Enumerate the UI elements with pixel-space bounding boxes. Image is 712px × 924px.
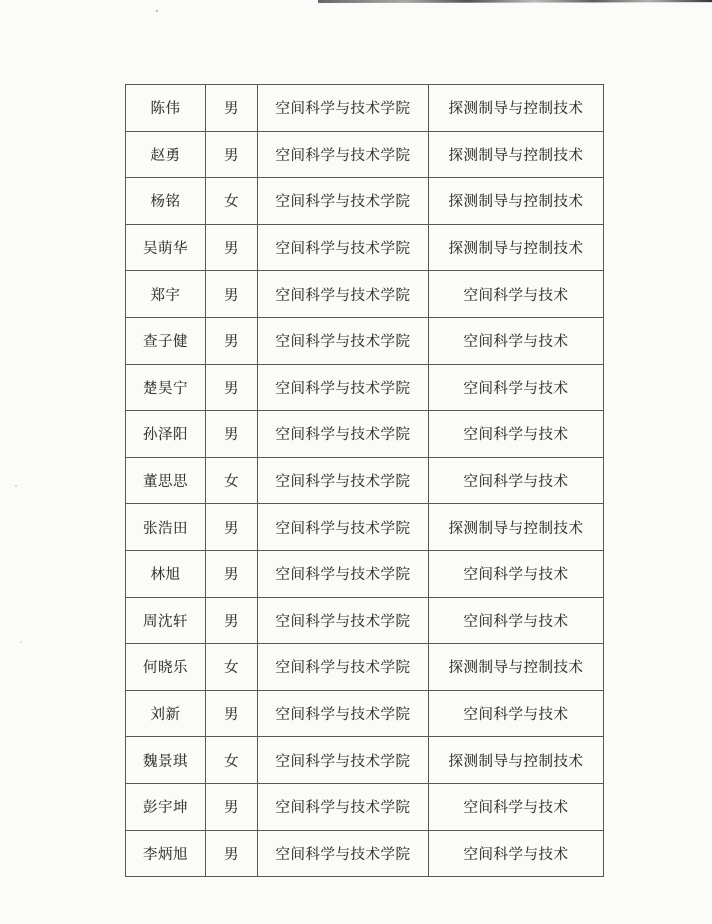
major-cell: 探测制导与控制技术 bbox=[429, 504, 604, 551]
major-cell: 空间科学与技术 bbox=[429, 690, 604, 737]
major-cell: 探测制导与控制技术 bbox=[429, 85, 604, 132]
gender-cell: 男 bbox=[206, 690, 258, 737]
gender-cell: 男 bbox=[206, 317, 258, 364]
table-row bbox=[126, 550, 604, 597]
college-cell: 空间科学与技术学院 bbox=[258, 504, 429, 551]
table-row bbox=[126, 317, 604, 364]
major-cell: 空间科学与技术 bbox=[429, 783, 604, 830]
scanner-edge-artifact bbox=[318, 0, 712, 3]
table-row bbox=[126, 178, 604, 225]
name-cell: 郑宇 bbox=[126, 271, 206, 318]
college-cell: 空间科学与技术学院 bbox=[258, 131, 429, 178]
college-cell: 空间科学与技术学院 bbox=[258, 597, 429, 644]
major-cell: 空间科学与技术 bbox=[429, 317, 604, 364]
table-row bbox=[126, 644, 604, 691]
table-row bbox=[126, 411, 604, 458]
name-cell: 张浩田 bbox=[126, 504, 206, 551]
name-cell: 何晓乐 bbox=[126, 644, 206, 691]
gender-cell: 男 bbox=[206, 504, 258, 551]
gender-cell: 男 bbox=[206, 550, 258, 597]
table-row bbox=[126, 783, 604, 830]
college-cell: 空间科学与技术学院 bbox=[258, 644, 429, 691]
gender-cell: 男 bbox=[206, 364, 258, 411]
college-cell: 空间科学与技术学院 bbox=[258, 690, 429, 737]
student-roster-table bbox=[125, 84, 604, 877]
table-row bbox=[126, 597, 604, 644]
gender-cell: 男 bbox=[206, 783, 258, 830]
gender-cell: 女 bbox=[206, 737, 258, 784]
major-cell: 空间科学与技术 bbox=[429, 271, 604, 318]
gender-cell: 男 bbox=[206, 597, 258, 644]
name-cell: 董思思 bbox=[126, 457, 206, 504]
name-cell: 魏景琪 bbox=[126, 737, 206, 784]
name-cell: 周沈轩 bbox=[126, 597, 206, 644]
name-cell: 李炳旭 bbox=[126, 830, 206, 877]
gender-cell: 女 bbox=[206, 457, 258, 504]
college-cell: 空间科学与技术学院 bbox=[258, 224, 429, 271]
table-row bbox=[126, 504, 604, 551]
name-cell: 林旭 bbox=[126, 550, 206, 597]
gender-cell: 男 bbox=[206, 131, 258, 178]
name-cell: 吴萌华 bbox=[126, 224, 206, 271]
table-row bbox=[126, 131, 604, 178]
table-row bbox=[126, 457, 604, 504]
table-body bbox=[126, 85, 604, 877]
gender-cell: 女 bbox=[206, 644, 258, 691]
name-cell: 楚昊宁 bbox=[126, 364, 206, 411]
major-cell: 空间科学与技术 bbox=[429, 597, 604, 644]
gender-cell: 男 bbox=[206, 85, 258, 132]
college-cell: 空间科学与技术学院 bbox=[258, 411, 429, 458]
name-cell: 查子健 bbox=[126, 317, 206, 364]
college-cell: 空间科学与技术学院 bbox=[258, 317, 429, 364]
scan-speck bbox=[20, 641, 22, 643]
college-cell: 空间科学与技术学院 bbox=[258, 364, 429, 411]
major-cell: 探测制导与控制技术 bbox=[429, 131, 604, 178]
major-cell: 空间科学与技术 bbox=[429, 364, 604, 411]
table-row bbox=[126, 271, 604, 318]
scan-speck bbox=[15, 485, 17, 487]
major-cell: 空间科学与技术 bbox=[429, 411, 604, 458]
major-cell: 探测制导与控制技术 bbox=[429, 644, 604, 691]
name-cell: 杨铭 bbox=[126, 178, 206, 225]
name-cell: 孙泽阳 bbox=[126, 411, 206, 458]
scan-speck bbox=[156, 10, 158, 12]
gender-cell: 女 bbox=[206, 178, 258, 225]
table-row bbox=[126, 690, 604, 737]
table-row bbox=[126, 224, 604, 271]
gender-cell: 男 bbox=[206, 411, 258, 458]
gender-cell: 男 bbox=[206, 271, 258, 318]
name-cell: 赵勇 bbox=[126, 131, 206, 178]
college-cell: 空间科学与技术学院 bbox=[258, 178, 429, 225]
college-cell: 空间科学与技术学院 bbox=[258, 85, 429, 132]
college-cell: 空间科学与技术学院 bbox=[258, 830, 429, 877]
gender-cell: 男 bbox=[206, 224, 258, 271]
college-cell: 空间科学与技术学院 bbox=[258, 457, 429, 504]
college-cell: 空间科学与技术学院 bbox=[258, 271, 429, 318]
major-cell: 探测制导与控制技术 bbox=[429, 737, 604, 784]
table-row bbox=[126, 85, 604, 132]
gender-cell: 男 bbox=[206, 830, 258, 877]
major-cell: 探测制导与控制技术 bbox=[429, 224, 604, 271]
major-cell: 空间科学与技术 bbox=[429, 457, 604, 504]
name-cell: 彭宇坤 bbox=[126, 783, 206, 830]
name-cell: 陈伟 bbox=[126, 85, 206, 132]
college-cell: 空间科学与技术学院 bbox=[258, 783, 429, 830]
table-row bbox=[126, 830, 604, 877]
major-cell: 探测制导与控制技术 bbox=[429, 178, 604, 225]
table-row bbox=[126, 737, 604, 784]
college-cell: 空间科学与技术学院 bbox=[258, 737, 429, 784]
table-row bbox=[126, 364, 604, 411]
name-cell: 刘新 bbox=[126, 690, 206, 737]
college-cell: 空间科学与技术学院 bbox=[258, 550, 429, 597]
major-cell: 空间科学与技术 bbox=[429, 550, 604, 597]
major-cell: 空间科学与技术 bbox=[429, 830, 604, 877]
